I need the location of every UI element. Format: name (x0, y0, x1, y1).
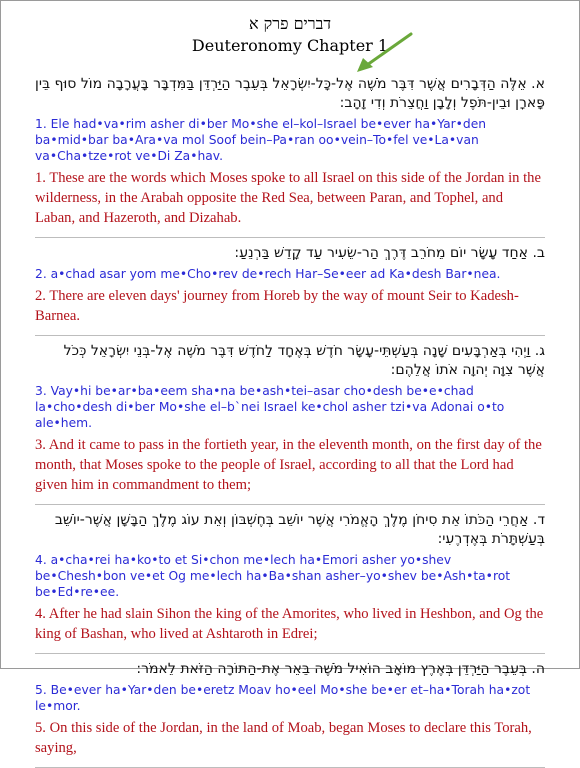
chapter-header (35, 13, 545, 57)
verse-5-hebrew: ה. בְּעֵבֶר הַיַּרְדֵּן בְּאֶרֶץ מוֹאָב הוֹאִיל מֹשֶׁה בֵּאֵר אֶת-הַתּוֹרָה הַזֹּאת לֵאמֹר: (136, 661, 545, 677)
verse-4-hebrew: ד. אַחֲרֵי הַכֹּתוֹ אֵת סִיחֹן מֶלֶךְ הָאֱמֹרִי אֲשֶׁר יוֹשֵׁב בְּחֶשְׁבּוֹן וְאֵת עוֹג מֶלֶךְ הַבָּשָׁן אֲשֶׁר-יוֹשֵׁב בְּעַשְׁתָּרֹת בְּאֶדְרֶעִי: (54, 512, 545, 547)
verse-3 (35, 336, 545, 505)
verse-4-english: 4. After he had slain Sihon the king of the Amorites, who lived in Heshbon, and Og the king of Bashan, who lived at Ashtaroth in Edrei; (35, 606, 544, 642)
verse-1-english: 1. These are the words which Moses spoke to all Israel on this side of the Jordan in the wilderness, in the Arabah opposite the Red Sea, between Paran, and Tophel, and Laban, and Hazeroth, and Dizahab. (35, 170, 541, 226)
verse-3-transliteration: 3. Vay•hi be•ar•ba•eem sha•na be•ash•tei–asar cho•desh be•e•chad la•cho•desh di•ber Mo•she el–b`nei Israel ke•chol asher tzi•va Adonai o•to ale•hem. (35, 384, 505, 430)
hebrew-chapter-title: דברים פרק א (248, 14, 332, 33)
verse-4-transliteration: 4. a•cha•rei ha•ko•to et Si•chon me•lech ha•Emori asher yo•shev be•Chesh•bon ve•et Og me•lech ha•Ba•shan asher–yo•shev be•Ash•ta•rot be•Ed•re•ee. (35, 553, 511, 599)
verse-3-hebrew: ג. וַיְהִי בְּאַרְבָּעִים שָׁנָה בְּעַשְׁתֵּי-עָשָׂר חֹדֶשׁ בְּאֶחָד לַחֹדֶשׁ דִּבֶּר מֹשֶׁה אֶל-בְּנֵי יִשְׂרָאֵל כְּכֹל אֲשֶׁר צִוָּה יְהוָה אֹתוֹ אֲלֵהֶם: (63, 343, 545, 378)
verse-5-english: 5. On this side of the Jordan, in the land of Moab, began Moses to declare this Torah, saying, (35, 720, 532, 756)
english-chapter-title: Deuteronomy Chapter 1 (191, 36, 389, 55)
verse-5 (35, 654, 545, 768)
verse-1 (35, 57, 545, 238)
verse-2-transliteration: 2. a•chad asar yom me•Cho•rev de•rech Har–Se•eer ad Ka•desh Bar•nea. (35, 267, 501, 281)
verse-5-transliteration: 5. Be•ever ha•Yar•den be•eretz Moav ho•eel Mo•she be•er et–ha•Torah ha•zot le•mor. (35, 683, 531, 713)
chapter-page (1, 1, 579, 768)
verse-1-transliteration: 1. Ele had•va•rim asher di•ber Mo•she el–kol–Israel be•ever ha•Yar•den ba•mid•bar ba•Ara•va mol Soof bein–Pa•ran oo•vein–To•fel ve•La•van va•Cha•tze•rot ve•Di Za•hav. (35, 117, 487, 163)
verse-1-hebrew: א. אֵלֶּה הַדְּבָרִים אֲשֶׁר דִּבֶּר מֹשֶׁה אֶל-כָּל-יִשְׂרָאֵל בְּעֵבֶר הַיַּרְדֵּן בַּמִּדְבָּר בָּעֲרָבָה מוֹל סוּף בֵּין פָּארָן וּבֵין-תֹּפֶל וְלָבָן וַחֲצֵרֹת וְדִי זָהָב: (35, 76, 545, 111)
arrow-pointer-icon (353, 31, 415, 75)
verse-4 (35, 505, 545, 654)
verse-2-hebrew: ב. אַחַד עָשָׂר יוֹם מֵחֹרֵב דֶּרֶךְ הַר-שֵׂעִיר עַד קָדֵשׁ בַּרְנֵעַ: (234, 245, 545, 261)
verse-2 (35, 238, 545, 336)
verse-2-english: 2. There are eleven days' journey from Horeb by the way of mount Seir to Kadesh-Barnea. (35, 288, 519, 324)
verse-3-english: 3. And it came to pass in the fortieth year, in the eleventh month, on the first day of the month, that Moses spoke to the people of Israel, according to all that the Lord had given him in commandment to them; (35, 437, 542, 493)
